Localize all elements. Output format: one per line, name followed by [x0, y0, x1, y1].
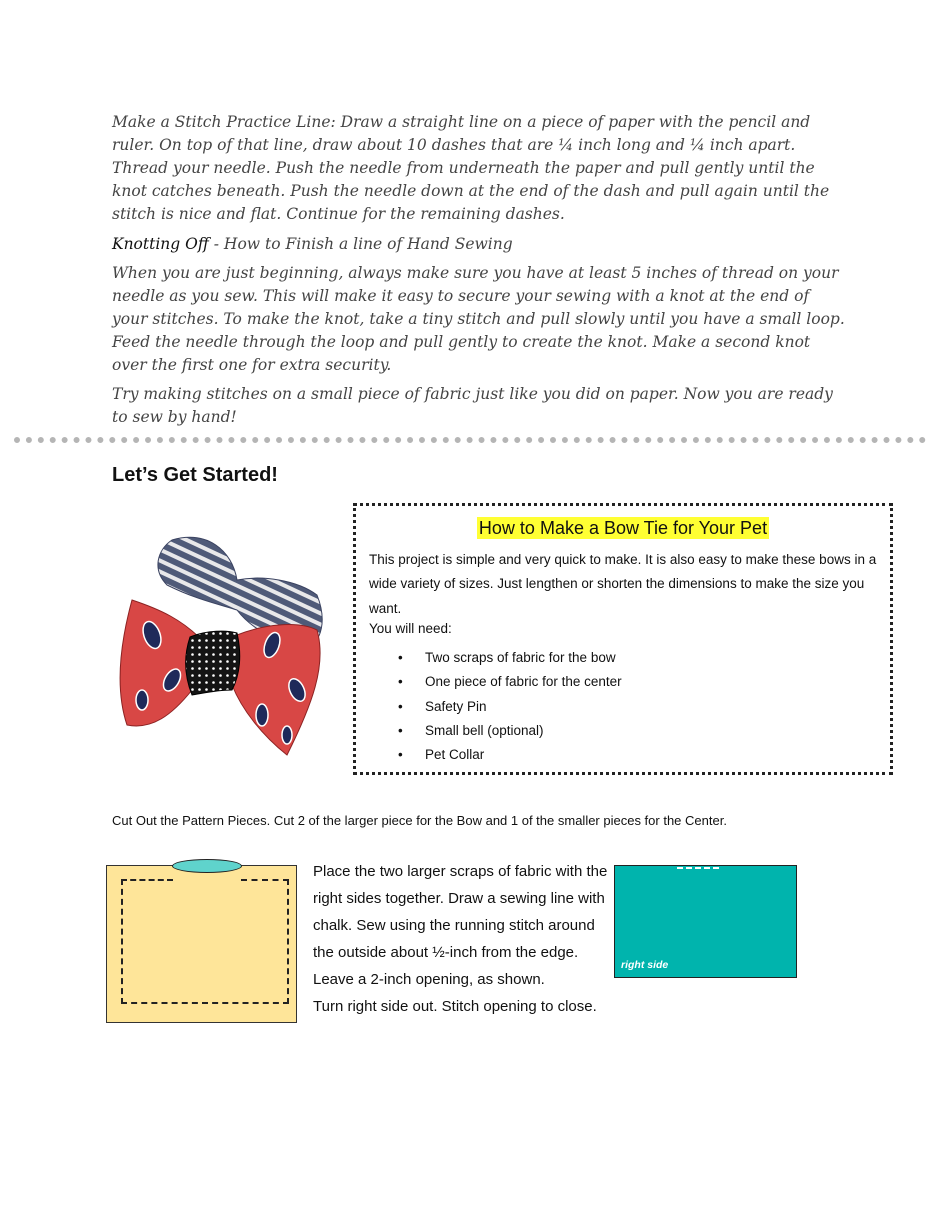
opening-marker — [172, 859, 242, 873]
sewing-instructions — [313, 858, 613, 1020]
section-heading: Let’s Get Started! — [112, 464, 278, 486]
list-item — [369, 695, 622, 719]
list-item-label: One piece of fabric for the center — [425, 674, 622, 690]
knotting-paragraph: When you are just beginning, always make sure you have at least 5 inches of thread on your needle as you sew. This will make it easy to secure your sewing with a knot at the end of your stitches. To make the knot, take a tiny stitch and pull slowly until you have a small loop. Feed the needle through the loop and pull gently to create the knot. Make a second knot over the first one for extra security. — [112, 264, 845, 374]
pet-bow-tie-photo — [112, 525, 334, 765]
supplies-list — [369, 646, 622, 767]
dotted-divider — [14, 437, 926, 443]
center-pattern-piece — [614, 865, 797, 978]
list-item-label: Safety Pin — [425, 698, 487, 714]
bullet: • — [398, 650, 403, 665]
list-item — [369, 670, 622, 694]
knotting-title: Knotting Off — [112, 235, 209, 253]
center-stitch-marks — [677, 867, 719, 869]
info-box-body: This project is simple and very quick to make. It is also easy to make these bows in a wide variety of sizes. Just lengthen or shorten the dimensions to make the size you want. — [369, 552, 877, 616]
bullet: • — [398, 674, 403, 690]
bullet: • — [398, 747, 403, 763]
try-paragraph: Try making stitches on a small piece of fabric just like you did on paper. Now you are ready to sew by hand! — [112, 385, 833, 426]
list-item-label: Two scraps of fabric for the bow — [425, 650, 616, 665]
info-box-title: How to Make a Bow Tie for Your Pet — [478, 518, 768, 538]
sewing-line — [121, 879, 289, 1004]
knotting-subtitle: - How to Finish a line of Hand Sewing — [208, 235, 513, 253]
cutout-instructions: Cut Out the Pattern Pieces. Cut 2 of the larger piece for the Bow and 1 of the smaller pieces for the Center. — [112, 813, 727, 828]
practice-paragraph: Make a Stitch Practice Line: Draw a straight line on a piece of paper with the pencil and ruler. On top of that line, draw about 10 dashes that are ¼ inch long and ¼ inch apart. Thread your needle. Push the needle from underneath the paper and pull gently until the knot catches beneath. Push the needle down at the end of the dash and pull again until the stitch is nice and flat. Continue for the remaining dashes. — [112, 113, 830, 223]
list-item-label: Pet Collar — [425, 747, 485, 763]
bow-pattern-piece — [106, 865, 297, 1023]
list-item — [369, 719, 622, 743]
knotting-heading — [112, 233, 847, 256]
list-item — [369, 743, 622, 767]
bow-tie-info-box — [353, 503, 893, 775]
sewing-instructions-text-2: Turn right side out. Stitch opening to close. — [313, 998, 597, 1015]
you-will-need-label: You will need: — [369, 621, 452, 636]
list-item — [369, 646, 622, 670]
list-item-label: Small bell (optional) — [425, 722, 544, 738]
info-box-title-wrap — [356, 518, 890, 539]
bullet: • — [398, 722, 403, 738]
bullet: • — [398, 698, 403, 714]
sewing-instructions-text: Place the two larger scraps of fabric with the right sides together. Draw a sewing line with chalk. Sew using the running stitch around the outside about ½-inch from the edge. Leave a 2-inch opening, as shown. — [313, 863, 608, 988]
right-side-label: right side — [621, 959, 669, 971]
